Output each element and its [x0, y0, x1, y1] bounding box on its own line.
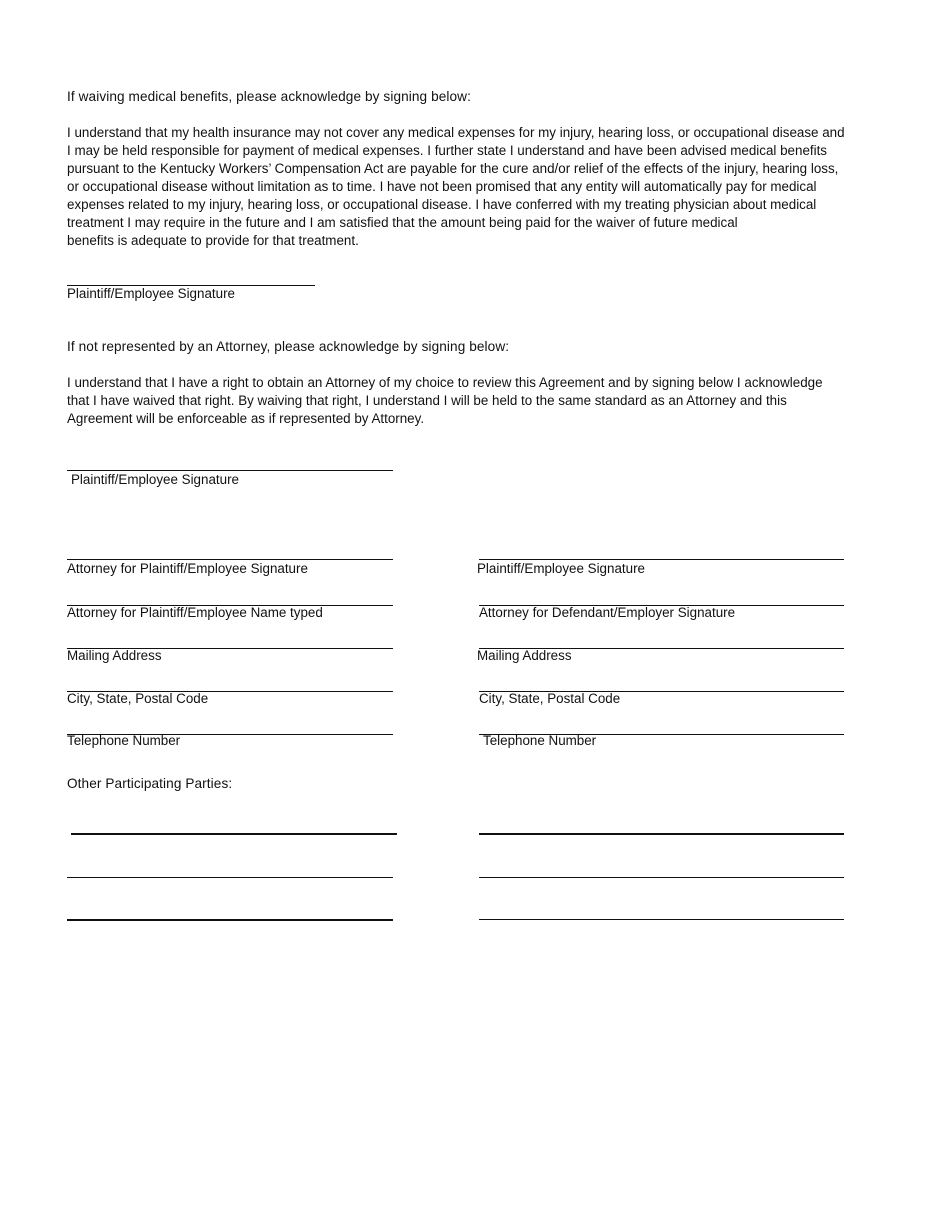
waiver-paragraph-line: I may be held responsible for payment of medical expenses. I further state I understand and have been advised medical benefits: [67, 143, 827, 158]
attorney-waiver-heading: If not represented by an Attorney, please acknowledge by signing below:: [67, 339, 510, 354]
right-signature-label-4: City, State, Postal Code: [479, 691, 621, 706]
left-signature-label-4: City, State, Postal Code: [67, 691, 209, 706]
attorney-waiver-signature-label: Plaintiff/Employee Signature: [71, 472, 239, 487]
left-signature-label-2: Attorney for Plaintiff/Employee Name typed: [67, 605, 323, 620]
other-party-line-right-3[interactable]: [479, 919, 844, 920]
waiver-paragraph-line: expenses related to my injury, hearing loss, or occupational disease. I have conferred with my treating physician about medical: [67, 197, 817, 212]
right-signature-label-3: Mailing Address: [477, 648, 572, 663]
other-party-line-left-1[interactable]: [71, 833, 397, 835]
waiver-paragraph-line: or occupational disease without limitation as to time. I have not been promised that any entity will automatically pay for medical: [67, 179, 817, 194]
other-party-line-left-3[interactable]: [67, 919, 393, 921]
right-signature-label-1: Plaintiff/Employee Signature: [477, 561, 645, 576]
waiver-paragraph-line: I understand that my health insurance may not cover any medical expenses for my injury, hearing loss, or occupational disease and: [67, 125, 845, 140]
attorney-paragraph-line: that I have waived that right. By waiving that right, I understand I will be held to the same standard as an Attorney and this: [67, 393, 787, 408]
other-party-line-left-2[interactable]: [67, 877, 393, 878]
waiver-paragraph: [67, 124, 845, 250]
left-signature-label-3: Mailing Address: [67, 648, 162, 663]
waiver-paragraph-line: treatment I may require in the future and I am satisfied that the amount being paid for the waiver of future medical: [67, 215, 738, 230]
attorney-paragraph-line: Agreement will be enforceable as if represented by Attorney.: [67, 411, 425, 426]
waiver-paragraph-line: pursuant to the Kentucky Workers’ Compensation Act are payable for the cure and/or relief of the effects of the injury, hearing loss,: [67, 161, 839, 176]
other-party-line-right-2[interactable]: [479, 877, 844, 878]
other-parties-label: Other Participating Parties:: [67, 776, 233, 791]
attorney-paragraph-line: I understand that I have a right to obtain an Attorney of my choice to review this Agreement and by signing below I acknowledge: [67, 375, 823, 390]
right-signature-label-2: Attorney for Defendant/Employer Signature: [479, 605, 736, 620]
waiver-paragraph-line: benefits is adequate to provide for that treatment.: [67, 233, 359, 248]
waiver-signature-label: Plaintiff/Employee Signature: [67, 286, 235, 301]
other-party-line-right-1[interactable]: [479, 833, 844, 835]
right-signature-label-5: Telephone Number: [483, 733, 597, 748]
waiver-heading: If waiving medical benefits, please acknowledge by signing below:: [67, 89, 471, 104]
left-signature-label-5: Telephone Number: [67, 733, 181, 748]
left-signature-label-1: Attorney for Plaintiff/Employee Signature: [67, 561, 308, 576]
attorney-waiver-paragraph: [67, 374, 823, 428]
